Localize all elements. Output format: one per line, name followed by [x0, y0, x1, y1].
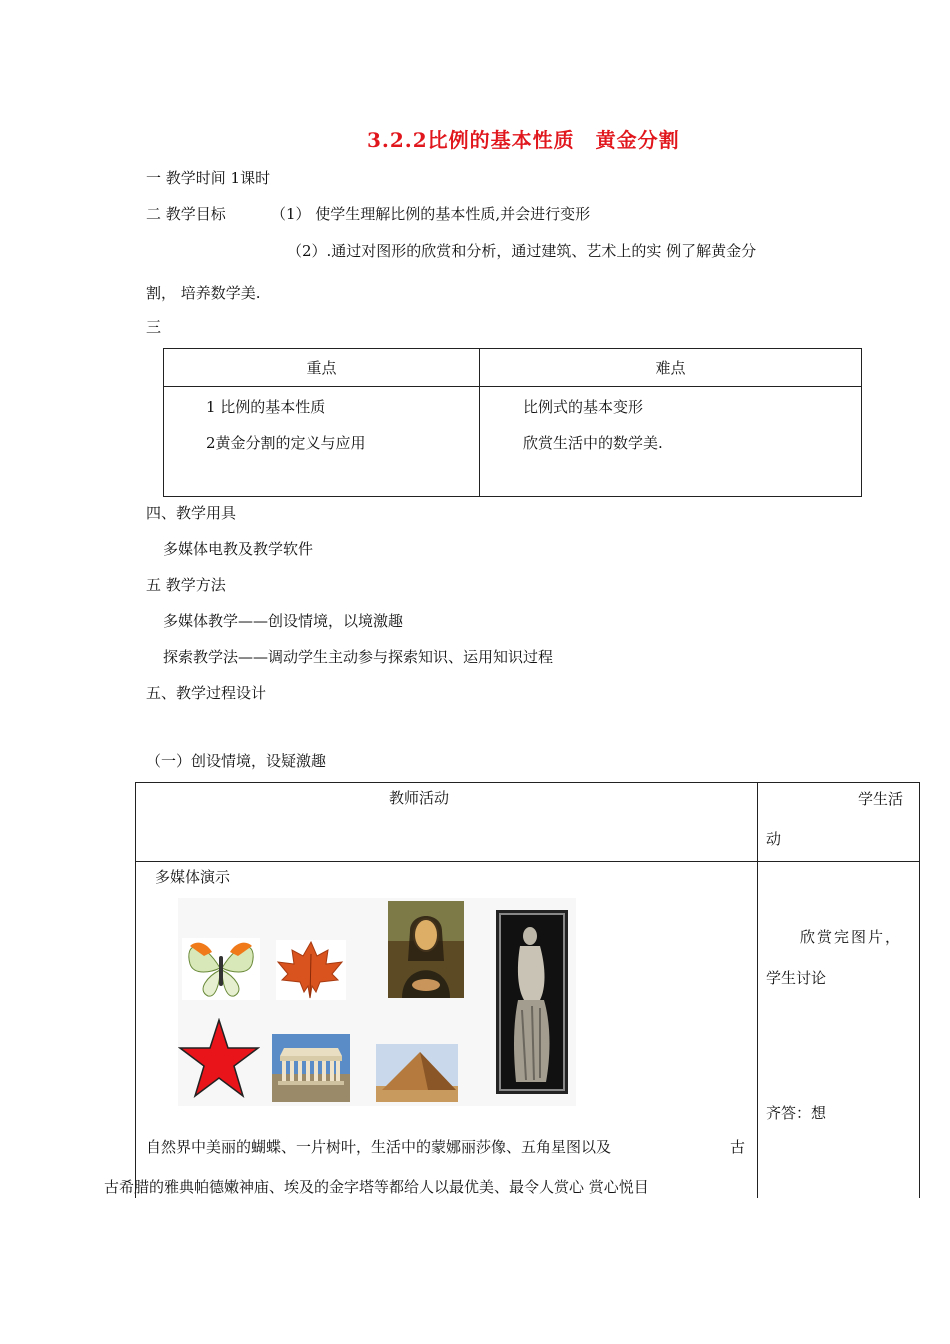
difficulties-cell [480, 387, 862, 497]
difficulty-item: 欣赏生活中的数学美. [523, 434, 663, 452]
goal-2-continued: 割， 培养数学美. [146, 284, 261, 302]
section-6: 五、教学过程设计 [146, 684, 267, 702]
goal-1: （1） 使学生理解比例的基本性质,并会进行变形 [271, 205, 591, 223]
goal-2: （2）.通过对图形的欣赏和分析，通过建筑、艺术上的实 例了解黄金分 [287, 242, 757, 260]
section-3: 三 [146, 318, 162, 336]
venus-statue-image [496, 910, 568, 1094]
section-5: 五 教学方法 [146, 576, 226, 594]
multimedia-label: 多媒体演示 [155, 868, 231, 886]
method-2: 探索教学法——调动学生主动参与探索知识、运用知识过程 [163, 648, 554, 666]
difficulty-item: 比例式的基本变形 [523, 398, 644, 416]
key-point-item: 2黄金分割的定义与应用 [206, 434, 366, 452]
section-4: 四、教学用具 [146, 504, 237, 522]
student-activity-header: 学生活 [858, 790, 904, 808]
student-activity-header-cont: 动 [766, 830, 782, 848]
student-note-3: 齐答：想 [766, 1104, 827, 1122]
picture-collage [178, 898, 576, 1106]
difficulties-header: 难点 [480, 349, 862, 387]
student-note-2: 学生讨论 [766, 969, 827, 987]
parthenon-image [272, 1034, 350, 1102]
page-title: 3.2.2比例的基本性质 黄金分割 [367, 128, 680, 152]
student-note-1: 欣赏完图片， [800, 928, 903, 946]
method-1: 多媒体教学——创设情境，以境激趣 [163, 612, 404, 630]
section-1: 一 教学时间 1课时 [146, 169, 271, 187]
mona-lisa-image [388, 901, 464, 998]
body-line-2: 古希腊的雅典帕德嫩神庙、埃及的金字塔等都给人以最优美、最令人赏心 赏心悦目 [104, 1178, 649, 1196]
butterfly-image [182, 938, 260, 1000]
body-line-1: 自然界中美丽的蝴蝶、一片树叶，生活中的蒙娜丽莎像、五角星图以及 [146, 1138, 612, 1156]
key-point-item: 1 比例的基本性质 [206, 398, 326, 416]
pyramid-image [376, 1044, 458, 1102]
subsection-1: （一）创设情境，设疑激趣 [146, 752, 327, 770]
teacher-activity-header: 教师活动 [389, 789, 450, 807]
key-points-table [163, 348, 862, 497]
section-4-item: 多媒体电教及教学软件 [163, 540, 314, 558]
red-star-image [178, 1018, 260, 1100]
section-2-label: 二 教学目标 [146, 205, 226, 223]
key-points-cell [164, 387, 480, 497]
key-points-header: 重点 [164, 349, 480, 387]
maple-leaf-image [276, 940, 346, 1000]
body-line-1-end: 古 [730, 1138, 746, 1156]
